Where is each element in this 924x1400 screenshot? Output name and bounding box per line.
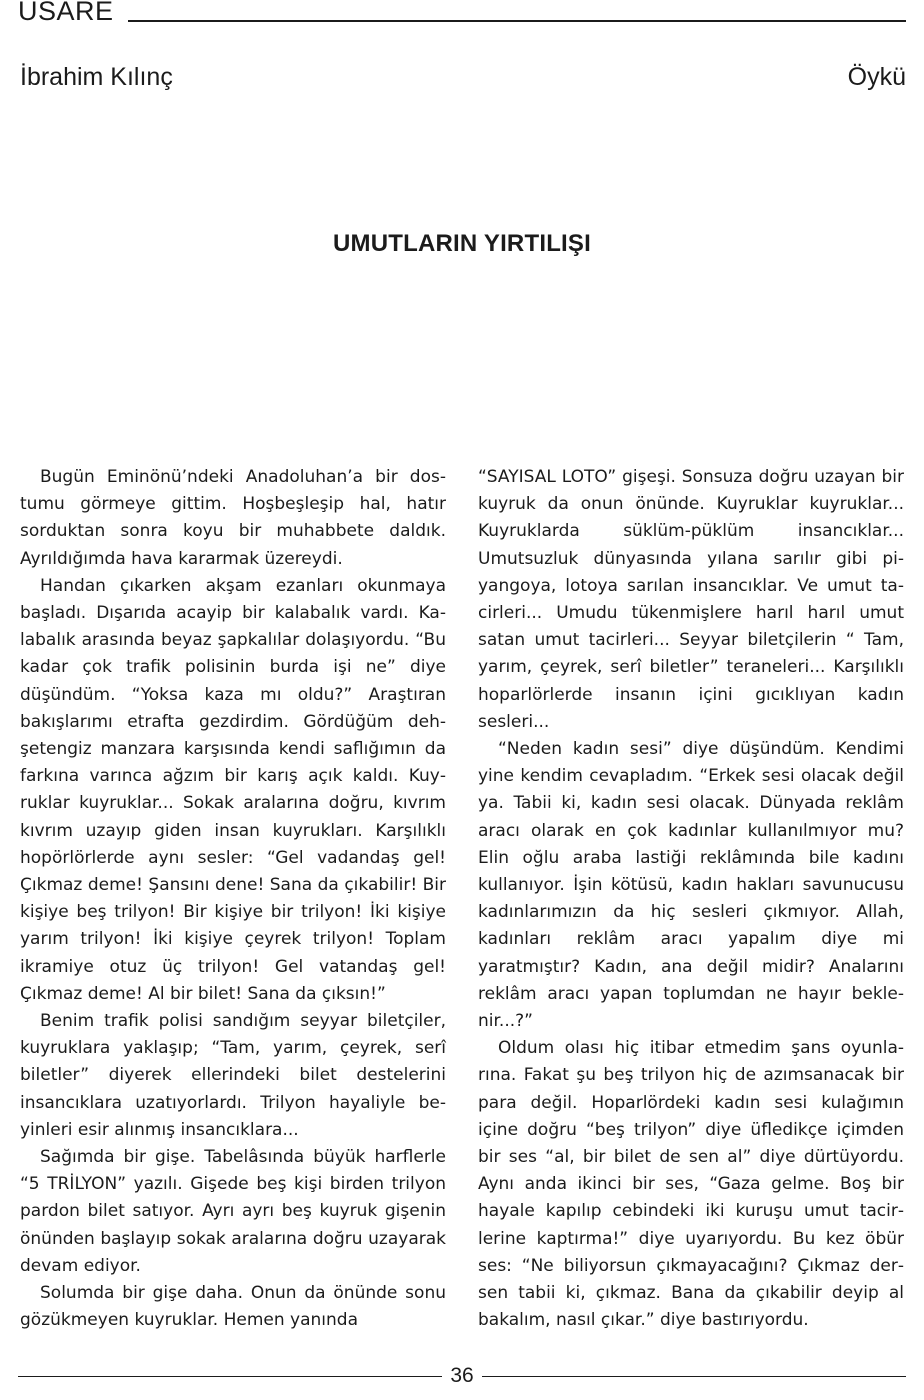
paragraph: Solumda bir gişe daha. Onun da önünde sonu gözükmeyen kuyruklar. Hemen yanında (20, 1283, 446, 1331)
footer-rule-right (482, 1376, 906, 1377)
right-column (478, 464, 904, 1335)
page-number: 36 (450, 1364, 474, 1387)
paragraph: Bugün Eminönü’ndeki Anadoluhan’a bir dostumu görmeye gittim. Hoşbeşleşip hal, hatır sorduktan sonra koyu bir muhabbete daldık. Ayrıldığımda hava kararmak üzereydi. (20, 467, 446, 569)
footer-rule-left (18, 1376, 442, 1377)
paragraph: Oldum olası hiç itibar etmedim şans oyunlarına. Fakat şu beş trilyon hiç de azımsanacak bir para değil. Hoparlördeki kadın sesi kulağımın içine doğru “beş trilyon” diye üfledikçe içimden bir ses “al, bir bilet de sen al” diye dürtüyordu. Aynı anda ikinci bir ses, “Gaza gelme. Boş bir hayale kapılıp cebindeki iki kuruşu umut tacirlerine kaptırma!” diye uyarıyordu. Bu kez öbür ses: “Ne biliyorsun çıkmayacağını? Çıkmaz dersen tabii ki, çıkmaz. Bana da çıkabilir deyip al bakalım, nasıl çıkar.” diye bastırıyordu. (478, 1038, 904, 1331)
paragraph: Benim trafik polisi sandığım seyyar biletçiler, kuyruklara yaklaşıp; “Tam, yarım, çeyrek, serî biletler” diyerek ellerindeki bilet destelerini insancıklara uzatıyorlardı. Trilyon hayaliyle beyinleri esir alınmış insancıklara... (20, 1011, 446, 1140)
genre-label: Öykü (847, 63, 906, 91)
journal-name: USARE (18, 0, 114, 26)
left-column (20, 464, 446, 1335)
paragraph: “Neden kadın sesi” diye düşündüm. Kendimi yine kendim cevapladım. “Erkek sesi olacak değil ya. Tabii ki, kadın sesi olacak. Dünyada reklâm aracı olarak en çok kadınlar kullanılmıyor mu? Elin oğlu araba lastiği reklâmında bile kadını kullanıyor. İşin kötüsü, kadın hakları savunucusu kadınlarımızın da hiç sesleri çıkmıyor. Allah, kadınları reklâm aracı yapalım diye mi yaratmıştır? Kadın, ana değil midir? Analarını reklâm aracı yapan toplumdan ne hayır beklenir...?” (478, 739, 904, 1032)
story-title: UMUTLARIN YIRTILIŞI (332, 230, 591, 257)
header-rule (128, 20, 906, 22)
paragraph: Handan çıkarken akşam ezanları okunmaya başladı. Dışarıda acayip bir kalabalık vardı. Kalabalık arasında beyaz şapkalılar dolaşıyordu. “Bu kadar çok trafik polisinin burda işi ne” diye düşündüm. “Yoksa kaza mı oldu?” Araştıran bakışlarımı etrafta gezdirdim. Gördüğüm dehşetengiz manzara karşısında kendi saflığımın da farkına varınca ağzım bir karış açık kaldı. Kuyruklar kuyruklar... Sokak aralarına doğru, kıvrım kıvrım uzayıp giden insan kuyrukları. Karşılıklı hopörlörlerde aynı sesler: “Gel vadandaş gel! Çıkmaz deme! Şansını dene! Sana da çıkabilir! Bir kişiye beş trilyon! Bir kişiye bir trilyon! İki kişiye yarım trilyon! İki kişiye çeyrek trilyon! Toplam ikramiye otuz üç trilyon! Gel vatandaş gel! Çıkmaz deme! Al bir bilet! Sana da çıksın!” (20, 575, 446, 1004)
paragraph: “SAYISAL LOTO” gişeşi. Sonsuza doğru uzayan bir kuyruk da onun önünde. Kuyruklar kuyruklar... Kuyruklarda süklüm-püklüm insancıklar... Umutsuzluk dünyasında yılana sarılır gibi piyangoya, lotoya sarılan insancıklar. Ve umut tacirleri... Umudu tükenmişlere harıl harıl umut satan umut tacirleri... Seyyar biletçilerin “ Tam, yarım, çeyrek, serî biletler” teraneleri... Karşılıklı hoparlörlerde insanın içini gıcıklıyan kadın sesleri... (478, 467, 904, 732)
author-name: İbrahim Kılınç (20, 63, 173, 91)
running-header (18, 0, 906, 26)
paragraph: Sağımda bir gişe. Tabelâsında büyük harflerle “5 TRİLYON” yazılı. Gişede beş kişi birden trilyon pardon bilet satıyor. Ayrı ayrı beş kuyruk gişenin önünden başlayıp sokak aralarına doğru uzayarak devam ediyor. (20, 1147, 446, 1276)
